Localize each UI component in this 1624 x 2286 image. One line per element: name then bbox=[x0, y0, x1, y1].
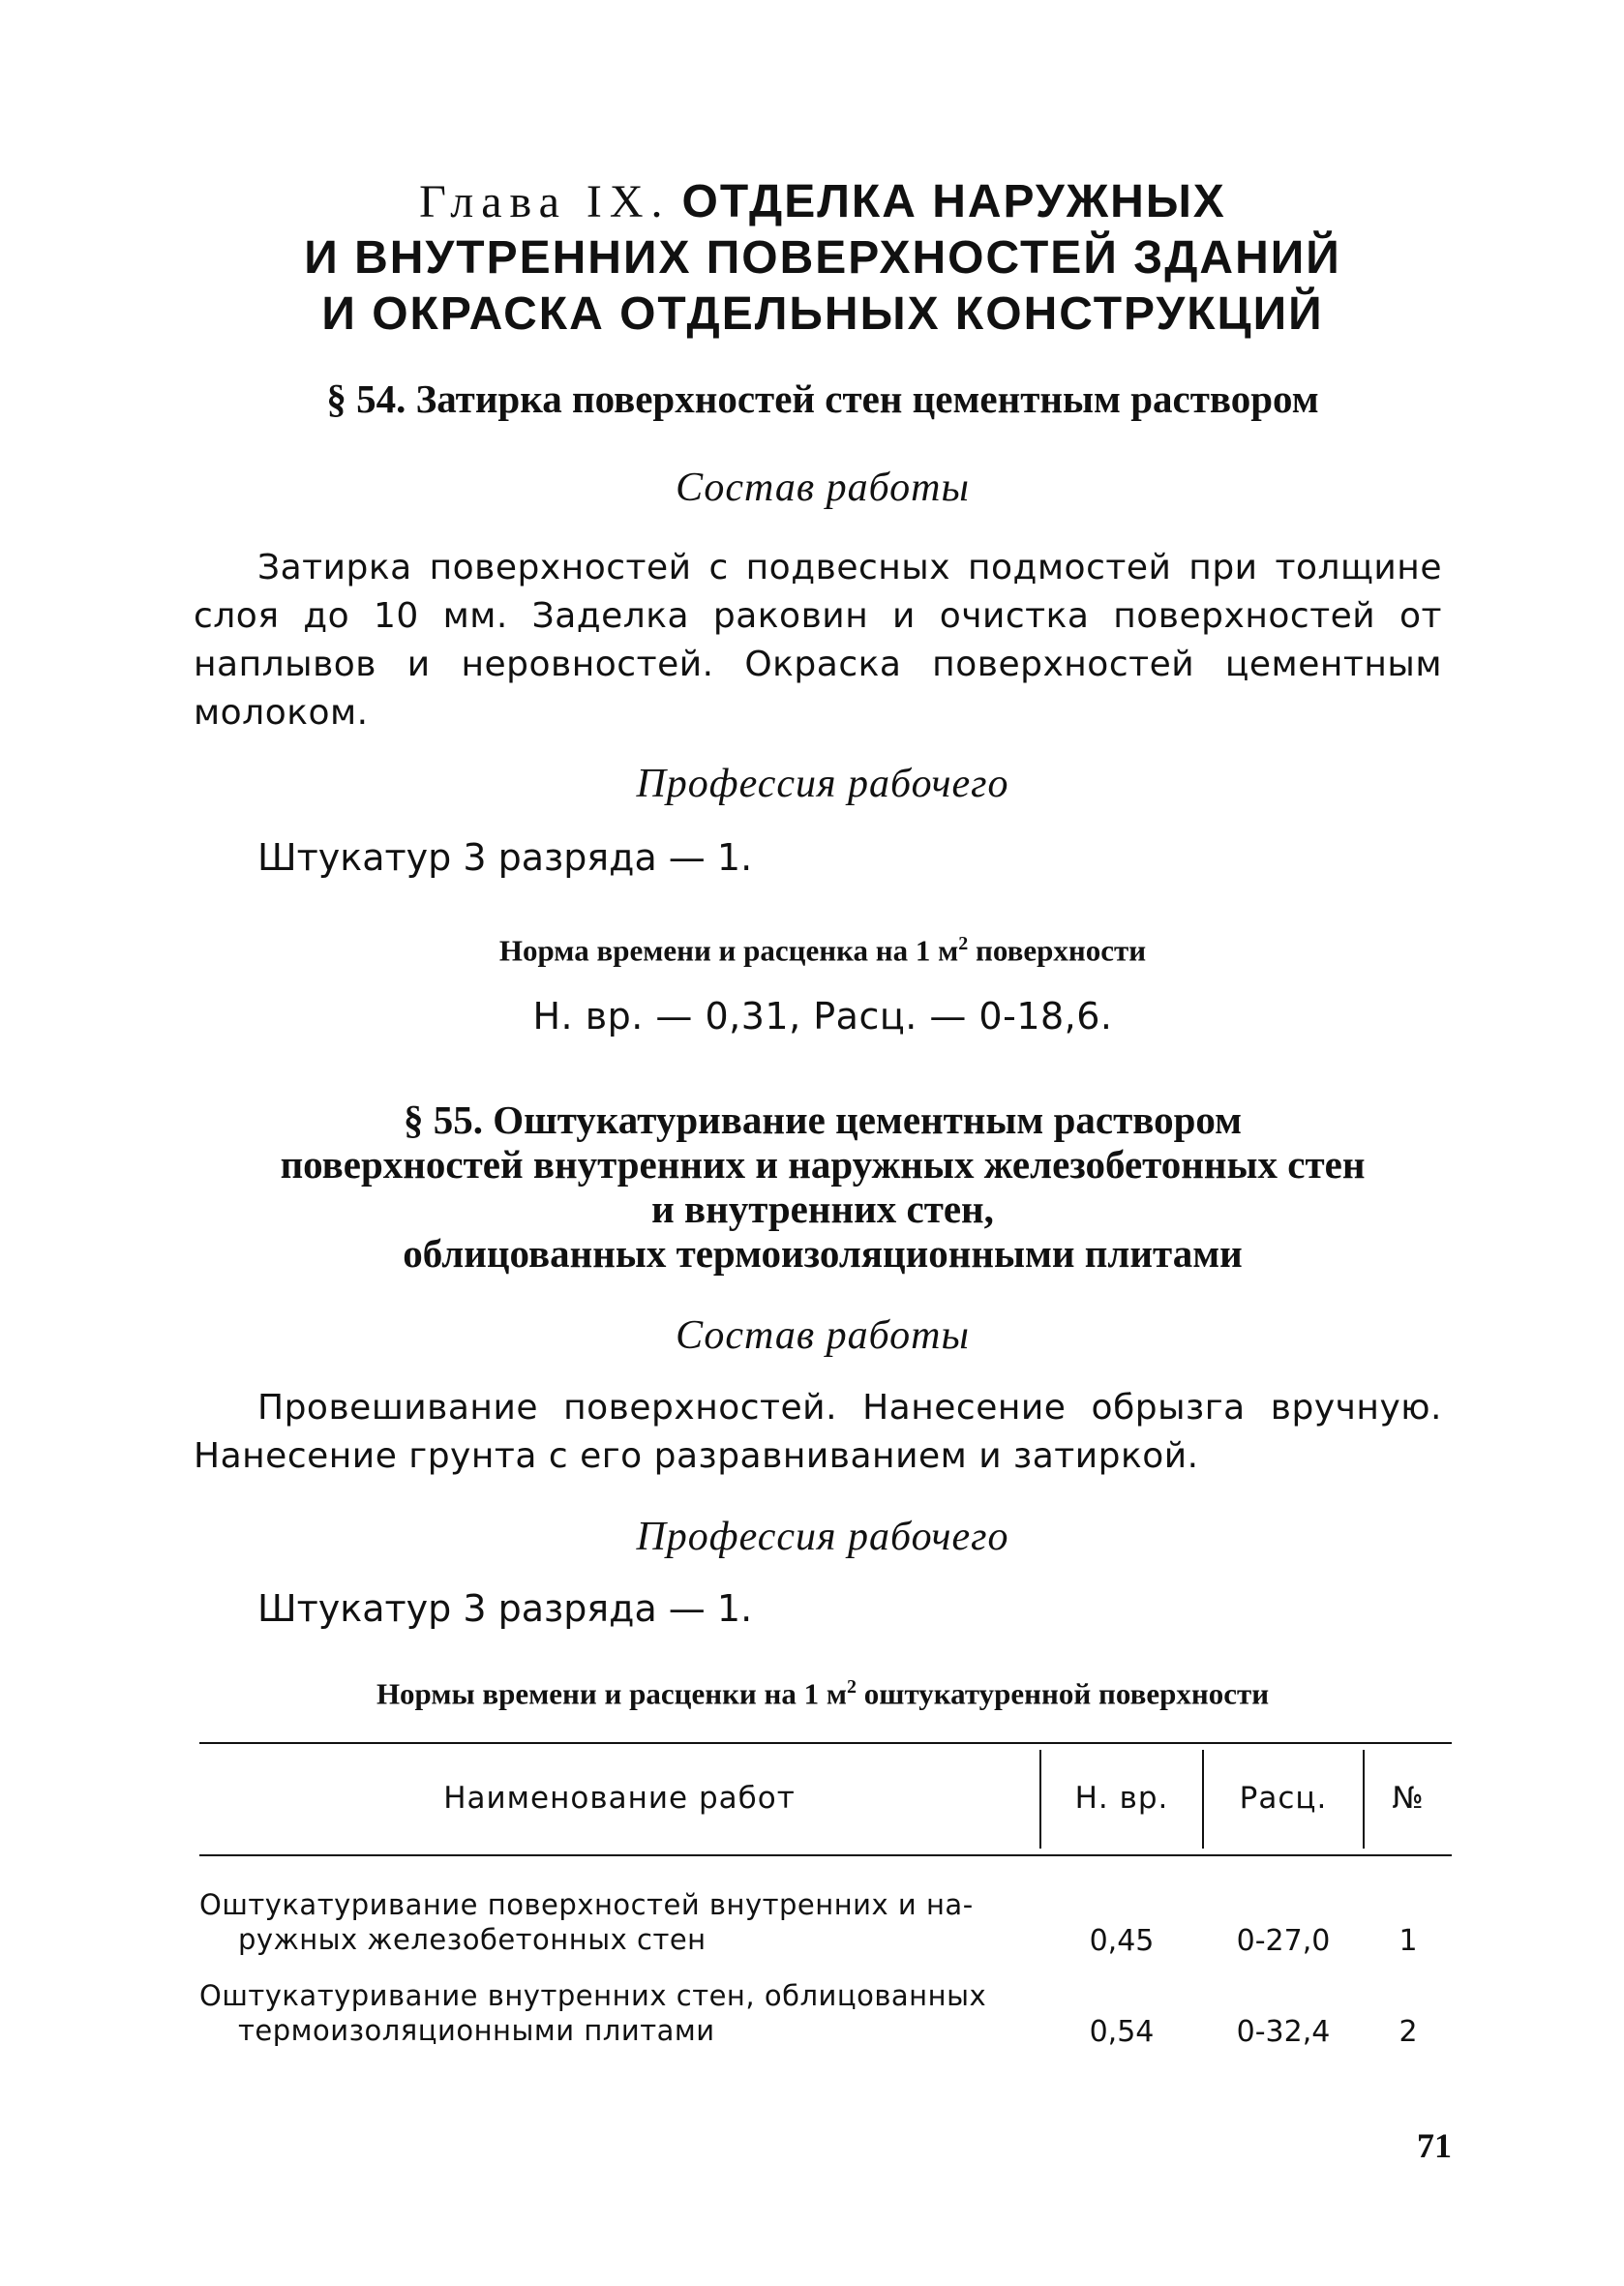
table-row-num: 1 bbox=[1398, 1924, 1418, 1958]
section55-composition-text bbox=[194, 1384, 1442, 1481]
section55-title-line2: поверхностей внутренних и наружных железобетонных стен bbox=[280, 1142, 1366, 1187]
section54-norm-heading-suffix: поверхности bbox=[968, 933, 1147, 968]
table-header-bottom-rule-wrap bbox=[199, 1854, 1452, 1856]
chapter-heading-line1 bbox=[184, 174, 1461, 230]
section55-norm-heading-suffix: оштукатуренной поверхности bbox=[857, 1676, 1270, 1711]
section55-title bbox=[184, 1098, 1461, 1276]
table-row-name-line1: Оштукатуривание поверхностей внутренних и на- bbox=[199, 1888, 974, 1921]
table-header-rule bbox=[199, 1854, 1452, 1856]
section54-norm-heading-prefix: Норма времени и расценка на 1 м bbox=[498, 933, 959, 968]
chapter-heading bbox=[184, 174, 1461, 343]
chapter-title-line1: ОТДЕЛКА НАРУЖНЫХ bbox=[681, 176, 1226, 227]
table-header-time: Н. вр. bbox=[1074, 1781, 1169, 1816]
section55-title-line3: и внутренних стен, bbox=[651, 1187, 994, 1231]
section54-profession-text: Штукатур 3 разряда — 1. bbox=[257, 836, 753, 879]
section54-norm-heading-sup: 2 bbox=[958, 933, 969, 954]
section54-title: § 54. Затирка поверхностей стен цементным раствором bbox=[326, 376, 1319, 421]
section54-composition-heading: Состав работы bbox=[676, 466, 970, 510]
table-row-time: 0,45 bbox=[1089, 1924, 1155, 1958]
section55-profession-text: Штукатур 3 разряда — 1. bbox=[257, 1587, 753, 1630]
section54-norm-values: Н. вр. — 0,31, Расц. — 0-18,6. bbox=[532, 995, 1113, 1038]
section54-norm-heading bbox=[184, 933, 1461, 968]
table-row-num: 2 bbox=[1398, 2015, 1418, 2049]
section55-norm-heading-prefix: Нормы времени и расценки на 1 м bbox=[376, 1676, 848, 1711]
table-header-rate: Расц. bbox=[1239, 1781, 1328, 1816]
section55-composition-heading: Состав работы bbox=[676, 1313, 970, 1358]
table-row-time: 0,54 bbox=[1089, 2015, 1155, 2049]
section55-title-line1: § 55. Оштукатуривание цементным раствором bbox=[403, 1098, 1243, 1142]
table-row-name-line2: термоизоляционными плитами bbox=[238, 2014, 715, 2047]
table-top-rule bbox=[199, 1742, 1452, 1744]
section55-profession-heading: Профессия рабочего bbox=[636, 1515, 1009, 1559]
table-row-name-line1: Оштукатуривание внутренних стен, облицованных bbox=[199, 1979, 987, 2012]
table-row-name-line2: ружных железобетонных стен bbox=[238, 1923, 707, 1956]
norms-table bbox=[199, 1742, 1452, 1744]
table-row bbox=[199, 1887, 1032, 1957]
section54-composition-text bbox=[194, 544, 1442, 737]
section54-composition-body: Затирка поверхностей с подвесных подмостей при толщине слоя до 10 мм. Заделка раковин и очистка поверхностей от наплывов и неровностей. Окраска поверхностей цементным молоком. bbox=[194, 548, 1442, 733]
section55-norm-heading bbox=[184, 1676, 1461, 1711]
section55-title-line4: облицованных термоизоляционными плитами bbox=[403, 1231, 1243, 1276]
section55-composition-body: Провешивание поверхностей. Нанесение обрызга вручную. Нанесение грунта с его разравниванием и затиркой. bbox=[194, 1388, 1442, 1476]
table-row-rate: 0-27,0 bbox=[1236, 1924, 1331, 1958]
chapter-title-line3: И ОКРАСКА ОТДЕЛЬНЫХ КОНСТРУКЦИЙ bbox=[321, 288, 1324, 340]
table-row bbox=[199, 1978, 1032, 2048]
table-header-name: Наименование работ bbox=[443, 1781, 796, 1816]
chapter-title-line2: И ВНУТРЕННИХ ПОВЕРХНОСТЕЙ ЗДАНИЙ bbox=[304, 232, 1341, 284]
table-header-num: № bbox=[1392, 1781, 1425, 1816]
section55-norm-heading-sup: 2 bbox=[847, 1676, 857, 1698]
chapter-prefix: Глава IX. bbox=[419, 176, 671, 227]
section54-profession-heading: Профессия рабочего bbox=[636, 762, 1009, 806]
page-number: 71 bbox=[1417, 2126, 1452, 2165]
table-row-rate: 0-32,4 bbox=[1236, 2015, 1331, 2049]
